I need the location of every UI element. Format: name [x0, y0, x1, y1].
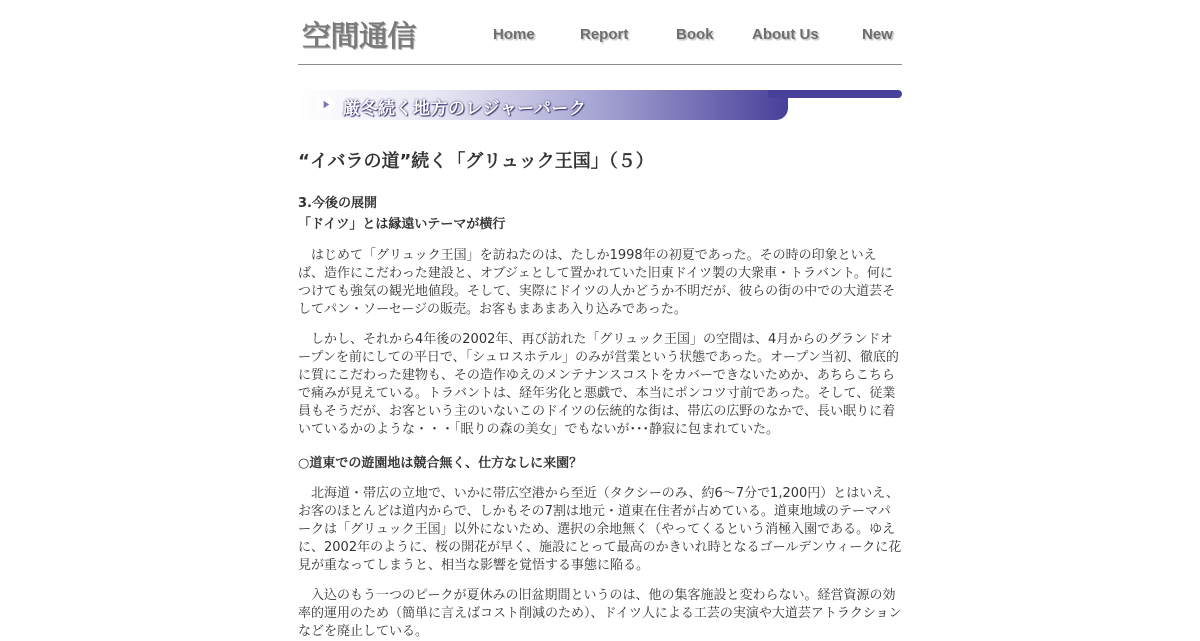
section-banner	[298, 90, 902, 128]
article-paragraph: 入込のもう一つのピークが夏休みの旧盆期間というのは、他の集客施設と変わらない。経営資源の効率的運用のため（簡単に言えばコスト削減のため）、ドイツ人による工芸の実演や大道芸アトラクションなどを廃止している。	[298, 588, 902, 639]
site-logo[interactable]: 空間通信	[302, 19, 417, 53]
nav-book[interactable]: Book	[676, 26, 714, 43]
article-paragraph: しかし、それから4年後の2002年、再び訪れた「グリュック王国」の空間は、4月からのグランドオープンを前にしての平日で、「シュロスホテル」のみが営業という状態であった。オープン当初、徹底的に質にこだわった建物も、その造作ゆえのメンテナンスコストをカバーできないためか、あちらこちらで痛みが見えている。トラバントは、経年劣化と悪戯で、本当にポンコツ寸前であった。そして、従業員もそうだが、お客という主のいないこのドイツの伝統的な街は、帯広の広野のなかで、長い眠りに着いているかのような・・・「眠りの森の美女」でもないが･･･静寂に包まれていた。	[298, 332, 899, 437]
article-paragraph: はじめて「グリュック王国」を訪ねたのは、たしか1998年の初夏であった。その時の印象といえば、造作にこだわった建設と、オブジェとして置かれていた旧東ドイツ製の大衆車・トラバント。何につけても強気の観光地値段。そして、実際にドイツの人かどうか不明だが、彼らの街の中での大道芸そしてパン・ソーセージの販売。お客もまあまあ入り込みであった。	[298, 248, 896, 317]
site-header	[298, 0, 902, 65]
article-subheading: ○道東での遊園地は競合無く、仕方なしに来園？	[298, 456, 583, 471]
banner-title: 厳冬続く地方のレジャーパーク	[343, 99, 587, 119]
section-subtitle: 「ドイツ」とは縁遠いテーマが横行	[298, 217, 506, 232]
page-container	[298, 0, 902, 641]
nav-new[interactable]: New	[862, 26, 893, 43]
nav-report[interactable]: Report	[580, 26, 629, 43]
article-title: “イバラの道”続く「グリュック王国」（５）	[298, 151, 654, 172]
section-number: 3.今後の展開	[298, 196, 377, 211]
nav-about-us[interactable]: About Us	[752, 26, 819, 43]
nav-home[interactable]: Home	[493, 26, 535, 43]
article-paragraph: 北海道・帯広の立地で、いかに帯広空港から至近（タクシーのみ、約6～7分で1,200円）とはいえ、お客のほとんどは道内からで、しかもその7割は地元・道東在住者が占めている。道東地域のテーマパークは「グリュック王国」以外にないため、選択の余地無く（やってくるという消極入園である。ゆえに、2002年のように、桜の開花が早く、施設にとって最高のかきいれ時となるゴールデンウィークに花見が重なってしまうと、相当な影響を覚悟する事態に陥る。	[298, 486, 902, 573]
play-arrow-icon	[317, 96, 334, 113]
banner-accent-line	[768, 90, 902, 98]
